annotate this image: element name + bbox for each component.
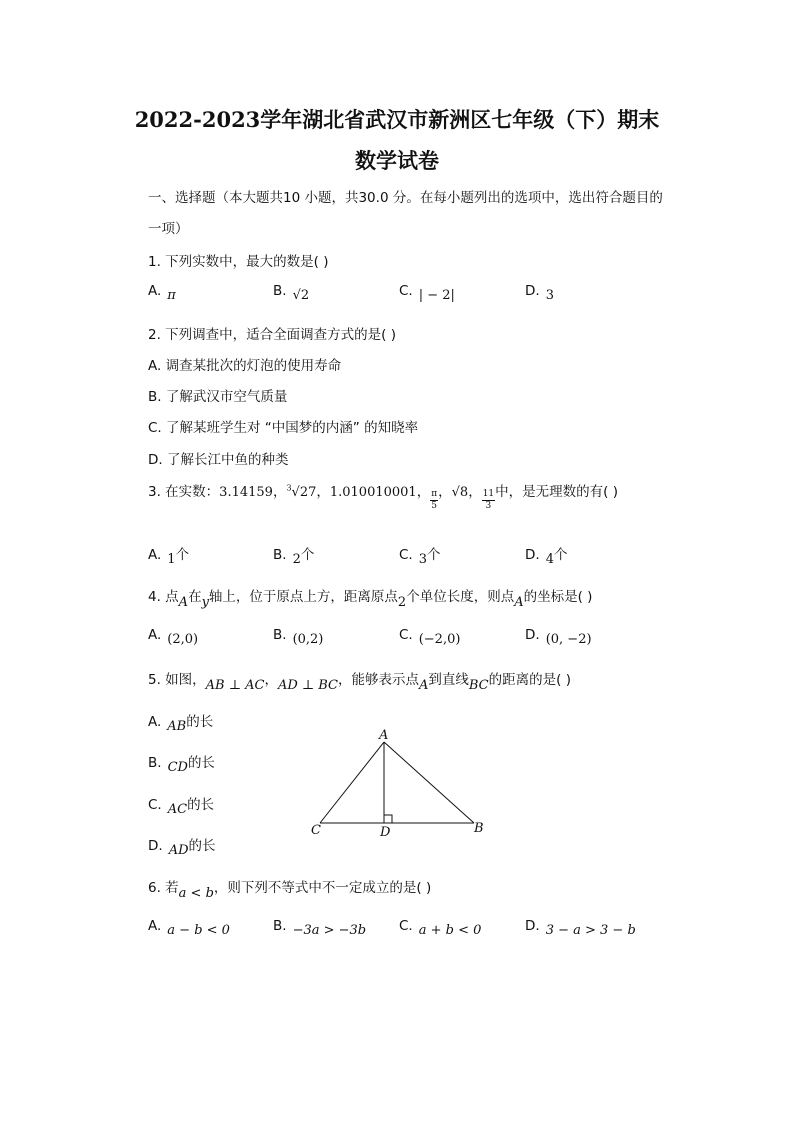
question-4: 4. 点A在y轴上，位于原点上方，距离原点2个单位长度，则点A的坐标是( ): [148, 589, 593, 610]
q6-option-b: B. −3a > −3b: [273, 918, 367, 938]
q1-option-b: B. √2: [273, 283, 310, 303]
q1-option-c: C. | − 2|: [399, 283, 455, 303]
q5-option-d: D. AD的长: [148, 838, 216, 858]
fraction-pi-over-5: $\frac{\pi}{5}$: [431, 488, 438, 511]
fraction-11-over-3: $\frac{11}{3}$: [482, 488, 495, 511]
q4-option-d: D. (0, −2): [525, 627, 592, 647]
q6-option-a: A. a − b < 0: [148, 918, 230, 938]
q3-option-b: B. 2个: [273, 547, 315, 567]
segment-ac: [320, 742, 384, 823]
q2-option-c: C. 了解某班学生对 “中国梦的内涵” 的知晓率: [148, 420, 419, 436]
q2-option-d: D. 了解长江中鱼的种类: [148, 452, 289, 468]
label-c: C: [311, 823, 321, 838]
exam-title: 2022-2023学年湖北省武汉市新洲区七年级（下）期末: [134, 107, 660, 132]
section-heading-cont: 一项）: [148, 221, 189, 237]
question-3: 3. 在实数：3.14159，$^3$√27，1.010010001， $\frac{\pi}{5}$ ，√8， $\frac{11}{3}$ 中，是无理数的有( ): [148, 483, 618, 511]
q5-option-c: C. AC的长: [148, 797, 215, 817]
q3-option-d: D. 4个: [525, 547, 568, 567]
label-b: B: [474, 821, 484, 836]
q5-option-a: A. AB的长: [148, 714, 214, 734]
q4-option-a: A. (2,0): [148, 627, 199, 647]
segment-ab: [384, 742, 474, 823]
q2-option-b: B. 了解武汉市空气质量: [148, 389, 288, 405]
q6-option-c: C. a + b < 0: [399, 918, 482, 938]
right-angle-mark: [384, 815, 392, 823]
q3-option-c: C. 3个: [399, 547, 441, 567]
q4-option-b: B. (0,2): [273, 627, 324, 647]
q6-option-d: D. 3 − a > 3 − b: [525, 918, 636, 938]
q1-option-d: D. 3: [525, 283, 554, 303]
exam-subtitle: 数学试卷: [355, 148, 439, 173]
label-d: D: [380, 825, 391, 840]
label-a: A: [379, 728, 389, 743]
question-5: 5. 如图，AB ⊥ AC，AD ⊥ BC，能够表示点A到直线BC的距离的是( ): [148, 672, 571, 693]
q3-option-a: A. 1个: [148, 547, 190, 567]
section-heading: 一、选择题（本大题共10 小题，共30.0 分。在每小题列出的选项中，选出符合题目的: [148, 190, 663, 206]
q2-option-a: A. 调查某批次的灯泡的使用寿命: [148, 358, 342, 374]
q4-option-c: C. (−2,0): [399, 627, 461, 647]
q5-option-b: B. CD的长: [148, 755, 215, 775]
q1-option-a: A. π: [148, 283, 176, 303]
triangle-figure: [300, 722, 500, 842]
question-1: 1. 下列实数中，最大的数是( ): [148, 254, 329, 270]
question-2: 2. 下列调查中，适合全面调查方式的是( ): [148, 327, 396, 343]
question-6: 6. 若a < b，则下列不等式中不一定成立的是( ): [148, 880, 432, 901]
